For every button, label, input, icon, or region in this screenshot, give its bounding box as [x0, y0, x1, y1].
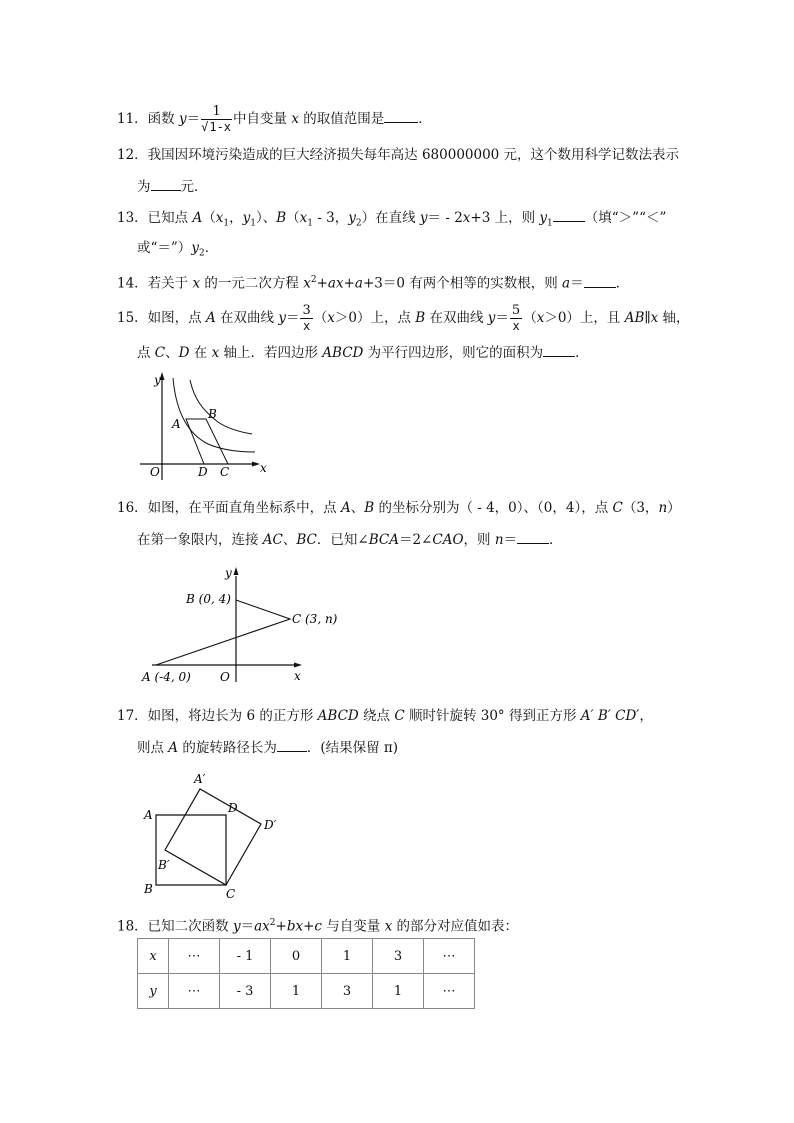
- q14-text: 的一元二次方程: [200, 275, 304, 292]
- question-16: [117, 498, 681, 518]
- q16-text: ．已知∠: [316, 532, 369, 548]
- q13-text: ，: [229, 210, 243, 226]
- q18-text: +: [275, 918, 287, 935]
- q11-end: ．: [418, 111, 432, 127]
- answer-blank[interactable]: [151, 176, 181, 191]
- q17-text: 17．如图，将边长为 6 的正方形: [117, 708, 318, 724]
- q13-text: （填“＞”“＜”: [584, 210, 667, 226]
- figure-15: [140, 372, 280, 484]
- q15-text: 在: [189, 345, 212, 361]
- fraction: [300, 303, 312, 334]
- subscript: 1: [223, 218, 230, 229]
- question-11: [117, 104, 432, 135]
- superscript: 2: [310, 275, 317, 285]
- q15-text: 轴上．若四边形: [219, 345, 323, 361]
- figure-17: [140, 765, 300, 900]
- label-O: O: [220, 670, 230, 684]
- subscript: 2: [355, 218, 362, 229]
- var-x: x: [536, 310, 545, 326]
- var-a: a: [562, 275, 571, 292]
- table-cell: x: [138, 939, 169, 974]
- q16-text: 在第一象限内，连接: [137, 532, 263, 548]
- subscript: 1: [547, 218, 553, 229]
- q14-text: +: [343, 275, 355, 292]
- denominator: x: [512, 319, 520, 333]
- q11-text: 11．函数: [117, 111, 179, 127]
- q12-text: 元．: [180, 179, 208, 195]
- denominator: [201, 120, 232, 135]
- q15-text: ＝: [495, 310, 509, 326]
- question-12: [117, 145, 679, 165]
- label-B: B: [144, 882, 153, 896]
- subscript: 1: [307, 218, 313, 229]
- var-x: x: [462, 210, 471, 226]
- point-C: C: [394, 708, 405, 724]
- point-A: A: [192, 210, 203, 226]
- var-x: x: [211, 345, 220, 361]
- q16-text: 、: [282, 532, 297, 548]
- q15-text: ＞0）上，点: [334, 310, 416, 326]
- q14-text: ．: [615, 275, 630, 292]
- label-x: x: [294, 669, 301, 683]
- q13-text: ＝ - 2: [427, 210, 463, 226]
- table-cell: - 1: [220, 939, 271, 974]
- point-B: B: [415, 310, 426, 326]
- superscript: 2: [269, 918, 276, 928]
- q18-text: 18．已知二次函数: [117, 918, 233, 935]
- sqrt-icon: √: [201, 120, 209, 134]
- q15-text: 、: [165, 345, 179, 361]
- numerator: 1: [201, 104, 232, 120]
- point-D: D: [178, 345, 190, 361]
- question-17-line2: [137, 737, 398, 758]
- label-B-prime: B′: [158, 858, 170, 872]
- label-C: C: [220, 465, 230, 479]
- label-D: D: [198, 465, 208, 479]
- point-B: B: [364, 500, 375, 516]
- y-axis-arrow-icon: [234, 567, 239, 575]
- table-cell: 1: [271, 974, 322, 1009]
- q13-text: （: [202, 210, 216, 226]
- question-13-line2: [137, 238, 218, 264]
- table-cell: ⋯: [424, 939, 475, 974]
- var-a: a: [327, 275, 336, 292]
- label-A-prime: A′: [194, 772, 206, 786]
- q13-text: 或“＝”）: [137, 240, 192, 256]
- q18-text: ＝: [240, 918, 255, 935]
- fraction: [201, 104, 232, 135]
- table-row: [138, 939, 475, 974]
- q17-text: ．(结果保留 π): [306, 740, 399, 756]
- table-cell: 3: [373, 939, 424, 974]
- q11-text: 中自变量: [233, 111, 292, 127]
- q13-text: 13．已知点: [117, 210, 193, 226]
- q15-text: 在双曲线: [425, 310, 488, 326]
- angle-CAO: CAO: [432, 532, 464, 548]
- q17-text: 的旋转路径长为: [178, 740, 277, 756]
- label-y: y: [154, 373, 161, 387]
- var-y: y: [419, 210, 428, 226]
- question-15: [117, 303, 690, 334]
- q16-text: ＝2∠: [398, 532, 433, 548]
- point-A: A: [340, 500, 351, 516]
- question-16-line2: [137, 529, 563, 550]
- square-ABCD: ABCD: [317, 708, 359, 724]
- q11-eq: ＝: [186, 111, 201, 127]
- var-x: x: [291, 111, 299, 127]
- q15-text: 在双曲线: [215, 310, 279, 326]
- table-cell: ⋯: [424, 974, 475, 1009]
- subscript: 1: [250, 218, 256, 229]
- q16-text: ＝: [503, 532, 518, 548]
- q15-text: 15．如图，点: [117, 310, 206, 326]
- angle-BCA: BCA: [368, 532, 399, 548]
- table-cell: ⋯: [169, 974, 220, 1009]
- q16-text: （3，: [622, 500, 659, 516]
- answer-blank[interactable]: [277, 737, 307, 752]
- q17-text: 绕点: [358, 708, 395, 724]
- q13-text: ）在直线: [361, 210, 420, 226]
- q15-text: 点: [137, 345, 155, 361]
- label-A: A (-4, 0): [142, 670, 191, 684]
- table-row: [138, 974, 475, 1009]
- q17-text: ，: [639, 708, 653, 724]
- q18-text: 的部分对应值如表：: [392, 918, 518, 935]
- label-x: x: [260, 461, 267, 475]
- label-C: C (3, n): [292, 612, 338, 626]
- lines-AC-BC: [156, 600, 290, 665]
- var-x: x: [650, 310, 659, 326]
- table-cell: y: [138, 974, 169, 1009]
- fraction: [510, 303, 522, 334]
- q16-text: ）: [667, 500, 681, 516]
- q15-text: ．: [575, 345, 589, 361]
- var-x: x: [335, 275, 344, 292]
- question-15-line2: [137, 342, 589, 363]
- point-C: C: [154, 345, 166, 361]
- parallel-icon: ∥: [644, 310, 651, 326]
- point-B: B: [276, 210, 287, 226]
- label-D-prime: D′: [264, 818, 277, 832]
- var-y: y: [178, 111, 187, 127]
- answer-blank[interactable]: [543, 342, 575, 357]
- segment-AB: AB: [624, 310, 645, 326]
- var-x: x: [327, 310, 335, 326]
- quad-ABCD: ABCD: [322, 345, 364, 361]
- label-C: C: [226, 887, 236, 900]
- q17-text: 则点: [137, 740, 169, 756]
- label-y: y: [225, 566, 232, 580]
- segment-BC: BC: [296, 532, 317, 548]
- denominator: x: [302, 319, 311, 333]
- q16-text: 、: [350, 500, 365, 516]
- table-cell: - 3: [220, 974, 271, 1009]
- numerator: 3: [302, 303, 311, 318]
- q16-text: 16．如图，在平面直角坐标系中，点: [117, 500, 341, 516]
- hyperbola-5-over-x: [190, 380, 252, 434]
- question-12-line2: [137, 176, 208, 197]
- label-D: D: [228, 801, 238, 815]
- q17-text: 顺时针旋转 30° 得到正方形: [404, 708, 581, 724]
- term-ax: ax: [254, 918, 270, 935]
- var-y: y: [191, 240, 199, 256]
- table-cell: 3: [322, 974, 373, 1009]
- subscript: 2: [198, 248, 205, 259]
- q15-text: （: [523, 310, 537, 326]
- q16-text: ，则: [463, 532, 495, 548]
- q14-text: +: [316, 275, 328, 292]
- label-B: B: [208, 407, 217, 421]
- q12-text: 为: [137, 179, 151, 195]
- q13-text: - 3，: [313, 210, 349, 226]
- var-x: x: [192, 275, 201, 292]
- table-cell: ⋯: [169, 939, 220, 974]
- var-x: x: [215, 210, 224, 226]
- q13-text: ）、: [255, 210, 277, 226]
- var-x: x: [299, 210, 308, 226]
- var-y: y: [232, 918, 241, 935]
- answer-blank[interactable]: [384, 108, 418, 123]
- var-n: n: [658, 500, 668, 516]
- q18-text: 与自变量: [321, 918, 385, 935]
- q14-text: 14．若关于: [117, 275, 193, 292]
- square-ABCD: [156, 815, 226, 885]
- q13-text: （: [286, 210, 300, 226]
- label-B: B (0, 4): [186, 592, 231, 606]
- question-17: [117, 706, 653, 726]
- label-A: A: [172, 417, 181, 431]
- question-13: [117, 207, 666, 234]
- value-table: [137, 938, 475, 1009]
- question-18: [117, 913, 518, 937]
- term-c: c: [314, 918, 322, 935]
- q15-text: ＞0）上，且: [544, 310, 625, 326]
- square-A1B1CD1: [165, 789, 261, 885]
- q14-text: ＝: [570, 275, 584, 292]
- table-cell: 1: [373, 974, 424, 1009]
- point-A: A: [205, 310, 216, 326]
- var-n: n: [494, 532, 504, 548]
- q15-text: 轴，: [658, 310, 690, 326]
- var-y: y: [539, 210, 548, 226]
- q14-text: +3＝0 有两个相等的实数根，则: [362, 275, 563, 292]
- q15-text: 为平行四边形，则它的面积为: [363, 345, 544, 361]
- parallelogram-ABCD: [186, 419, 228, 464]
- term-bx: bx: [286, 918, 304, 935]
- q18-text: +: [303, 918, 315, 935]
- q16-text: 的坐标分别为（ - 4，0）、（0，4），点: [374, 500, 613, 516]
- label-A: A: [144, 808, 153, 822]
- var-x: x: [303, 275, 311, 292]
- q12-line1: 12．我国因环境污染造成的巨大经济损失每年高达 680000000 元，这个数用科学记数法表示: [117, 147, 680, 163]
- table-cell: 1: [322, 939, 373, 974]
- segment-AC: AC: [262, 532, 283, 548]
- x-axis-arrow-icon: [252, 462, 260, 467]
- q15-text: ＝: [285, 310, 300, 326]
- q16-text: ．: [549, 532, 563, 548]
- label-O: O: [150, 465, 160, 479]
- q13-text: +3 上，则: [470, 210, 540, 226]
- figure-16: [140, 562, 340, 690]
- var-y: y: [348, 210, 356, 226]
- answer-blank[interactable]: [584, 273, 616, 288]
- answer-blank[interactable]: [517, 529, 549, 544]
- var-x: x: [384, 918, 393, 935]
- q13-text: ．: [204, 240, 219, 256]
- radicand: 1-x: [209, 120, 232, 134]
- point-C: C: [612, 500, 623, 516]
- numerator: 5: [511, 303, 521, 318]
- square-A1B1CD1: A′ B′ CD′: [580, 708, 640, 724]
- point-A: A: [168, 740, 179, 756]
- x-axis-arrow-icon: [294, 663, 302, 668]
- q11-text: 的取值范围是: [298, 111, 385, 127]
- q15-text: （: [313, 310, 328, 326]
- var-a: a: [354, 275, 363, 292]
- var-y: y: [278, 310, 286, 326]
- var-y: y: [242, 210, 251, 226]
- question-14: [117, 270, 629, 294]
- answer-blank[interactable]: [553, 207, 585, 222]
- table-cell: 0: [271, 939, 322, 974]
- var-y: y: [487, 310, 496, 326]
